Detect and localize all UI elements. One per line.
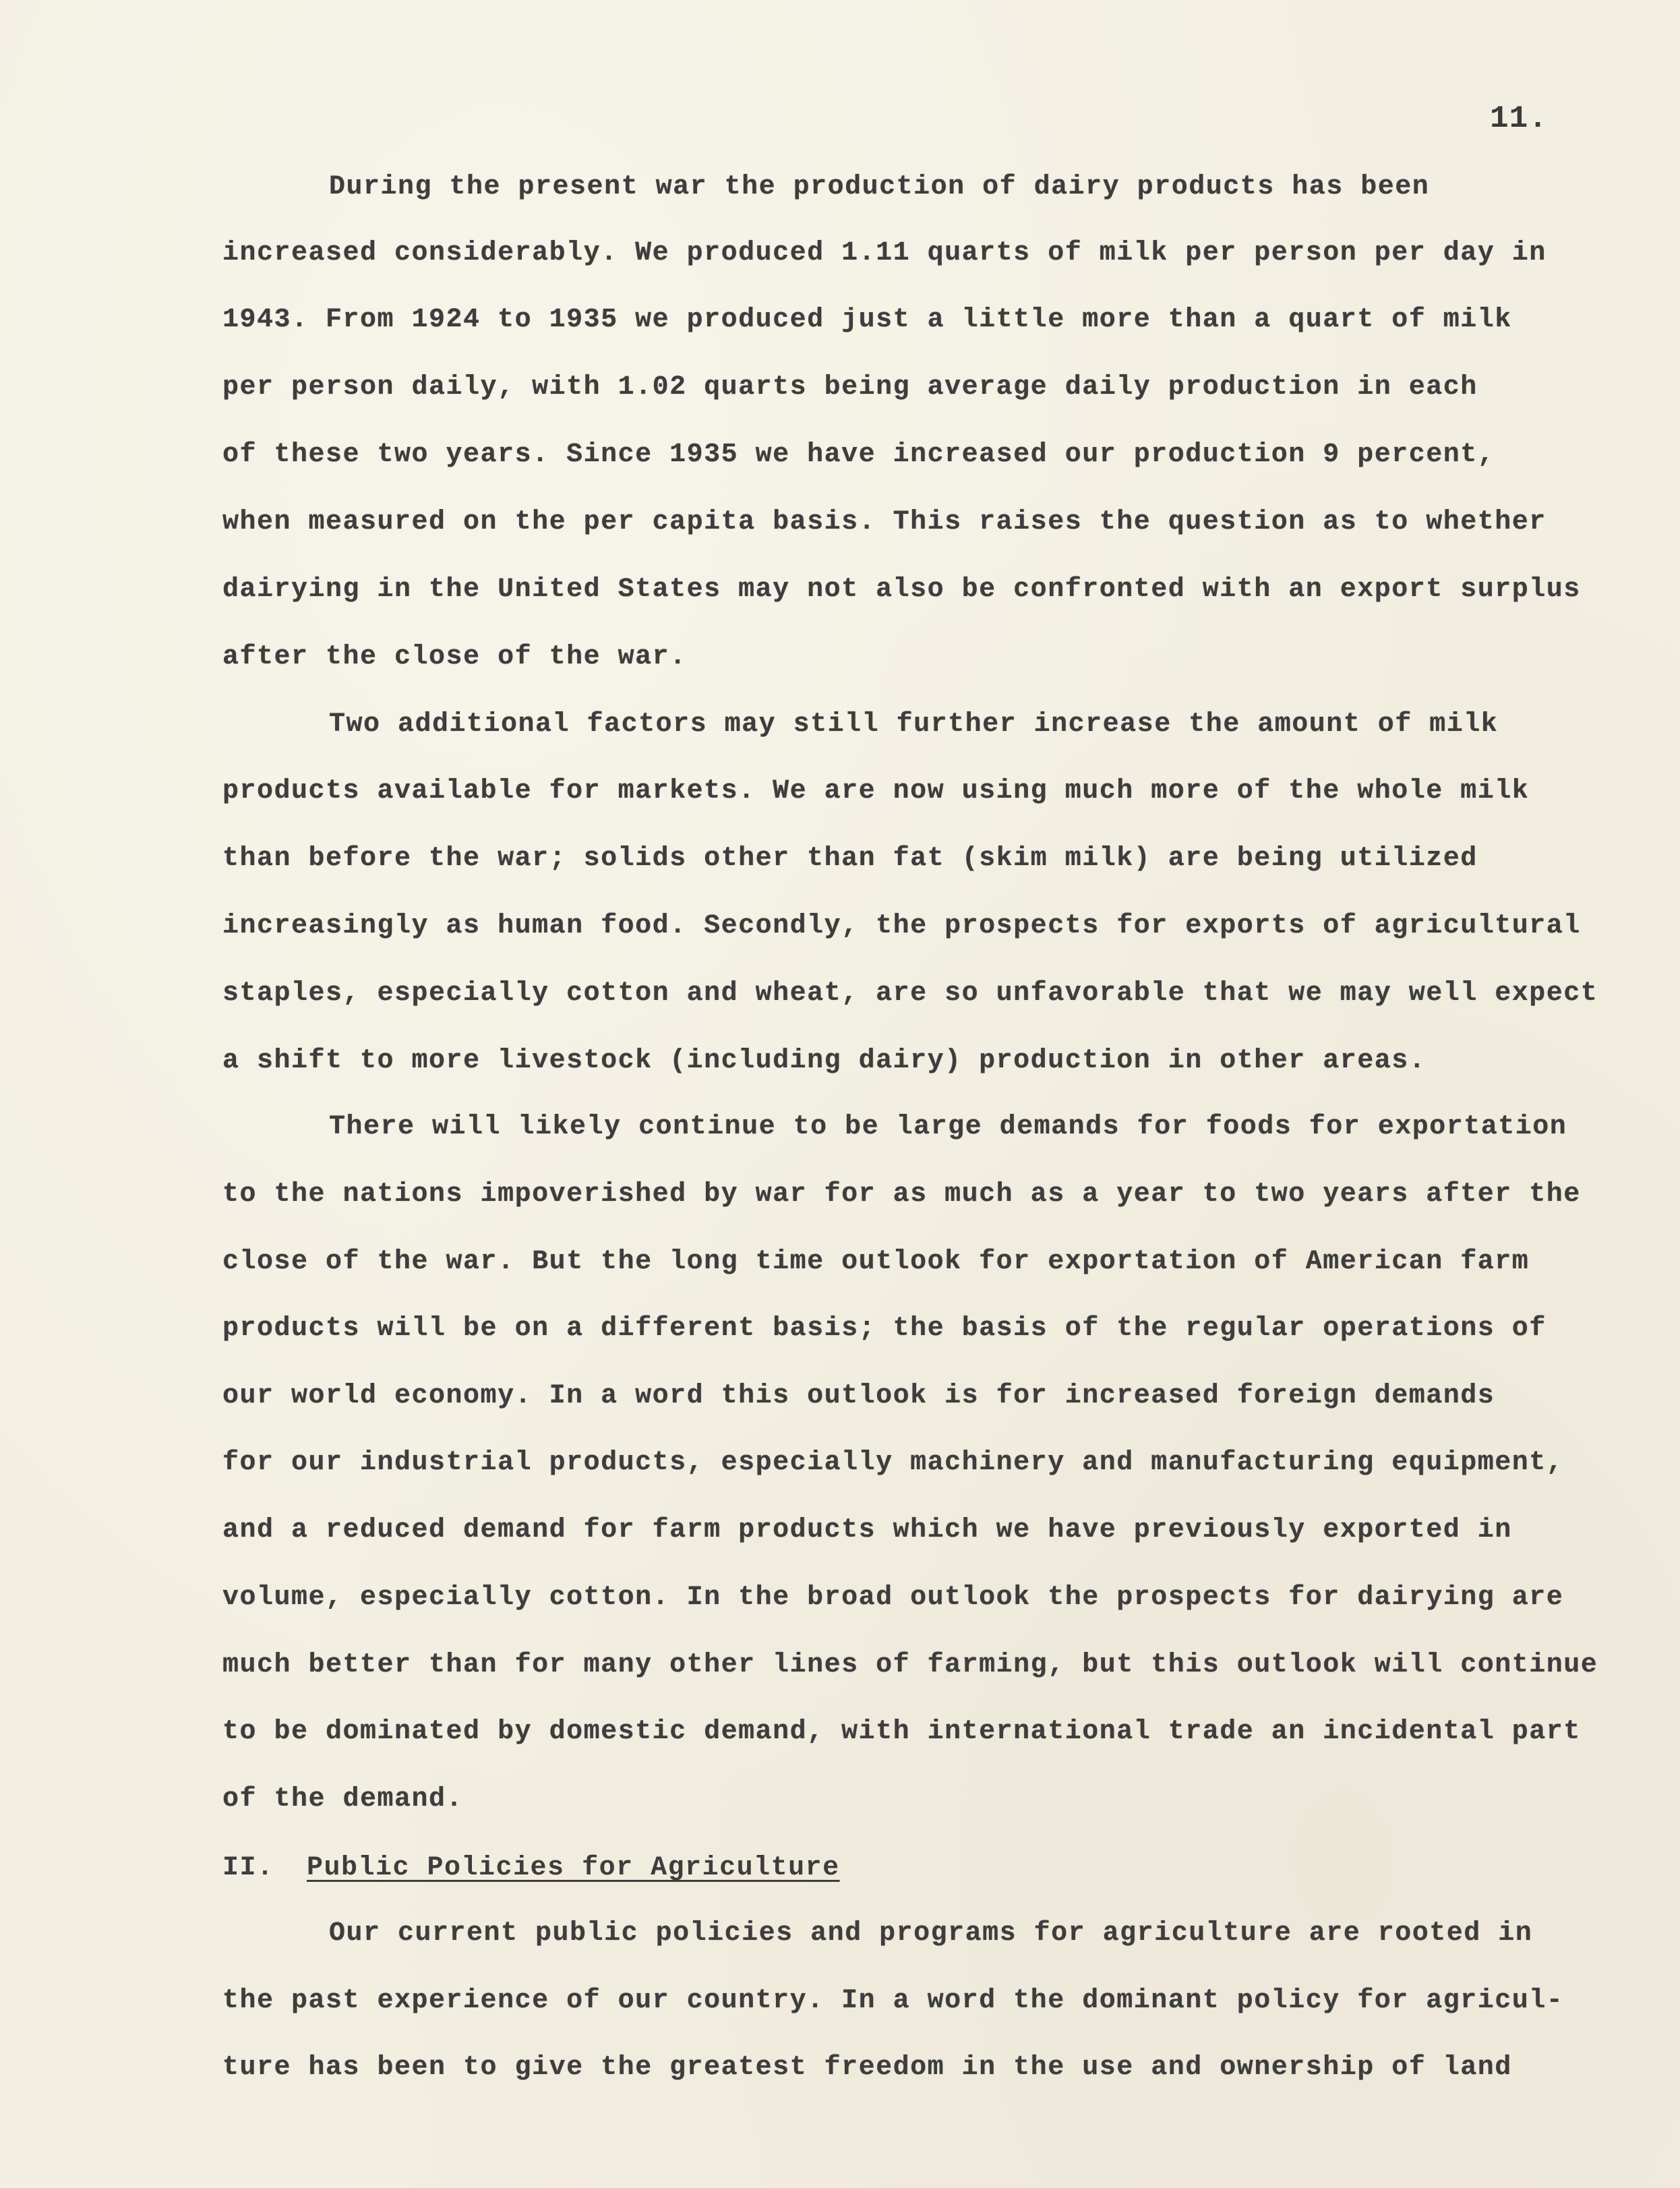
text-line: to be dominated by domestic demand, with international trade an incidental part (222, 1717, 1581, 1747)
text-line: after the close of the war. (222, 642, 687, 672)
text-line: a shift to more livestock (including dairy) production in other areas. (222, 1046, 1427, 1076)
text-line: of the demand. (222, 1784, 464, 1814)
text-line: staples, especially cotton and wheat, are so unfavorable that we may well expect (222, 978, 1598, 1009)
text-line: increased considerably. We produced 1.11 quarts of milk per person per day in (222, 238, 1547, 268)
text-line: dairying in the United States may not also be confronted with an export surplus (222, 574, 1581, 605)
text-line: the past experience of our country. In a word the dominant policy for agricul- (222, 1986, 1564, 2016)
text-line: During the present war the production of dairy products has been (329, 172, 1430, 202)
text-line: than before the war; solids other than fat (skim milk) are being utilized (222, 844, 1478, 874)
section-number: II. (222, 1853, 274, 1883)
text-line: much better than for many other lines of farming, but this outlook will continue (222, 1650, 1598, 1680)
text-line: ture has been to give the greatest freedom in the use and ownership of land (222, 2052, 1512, 2083)
text-line: volume, especially cotton. In the broad outlook the prospects for dairying are (222, 1583, 1564, 1613)
text-line: 1943. From 1924 to 1935 we produced just a little more than a quart of milk (222, 305, 1512, 335)
text-line: of these two years. Since 1935 we have increased our production 9 percent, (222, 440, 1495, 470)
text-line: and a reduced demand for farm products which we have previously exported in (222, 1515, 1512, 1545)
text-line: increasingly as human food. Secondly, the prospects for exports of agricultural (222, 911, 1581, 941)
text-line: There will likely continue to be large demands for foods for exportation (329, 1112, 1567, 1142)
text-line: close of the war. But the long time outlook for exportation of American farm (222, 1247, 1530, 1277)
text-line: our world economy. In a word this outlook is for increased foreign demands (222, 1381, 1495, 1411)
text-line: products available for markets. We are now using much more of the whole milk (222, 776, 1530, 806)
text-line: Our current public policies and programs for agriculture are rooted in (329, 1918, 1533, 1949)
page-number: 11. (1490, 101, 1548, 136)
text-line: per person daily, with 1.02 quarts being average daily production in each (222, 372, 1478, 403)
section-title: Public Policies for Agriculture (307, 1853, 840, 1883)
text-line: for our industrial products, especially machinery and manufacturing equipment, (222, 1448, 1564, 1478)
text-line: products will be on a different basis; the basis of the regular operations of (222, 1313, 1547, 1344)
text-line: Two additional factors may still further increase the amount of milk (329, 709, 1499, 740)
text-line: when measured on the per capita basis. This raises the question as to whether (222, 507, 1547, 537)
text-line: to the nations impoverished by war for as much as a year to two years after the (222, 1179, 1581, 1210)
